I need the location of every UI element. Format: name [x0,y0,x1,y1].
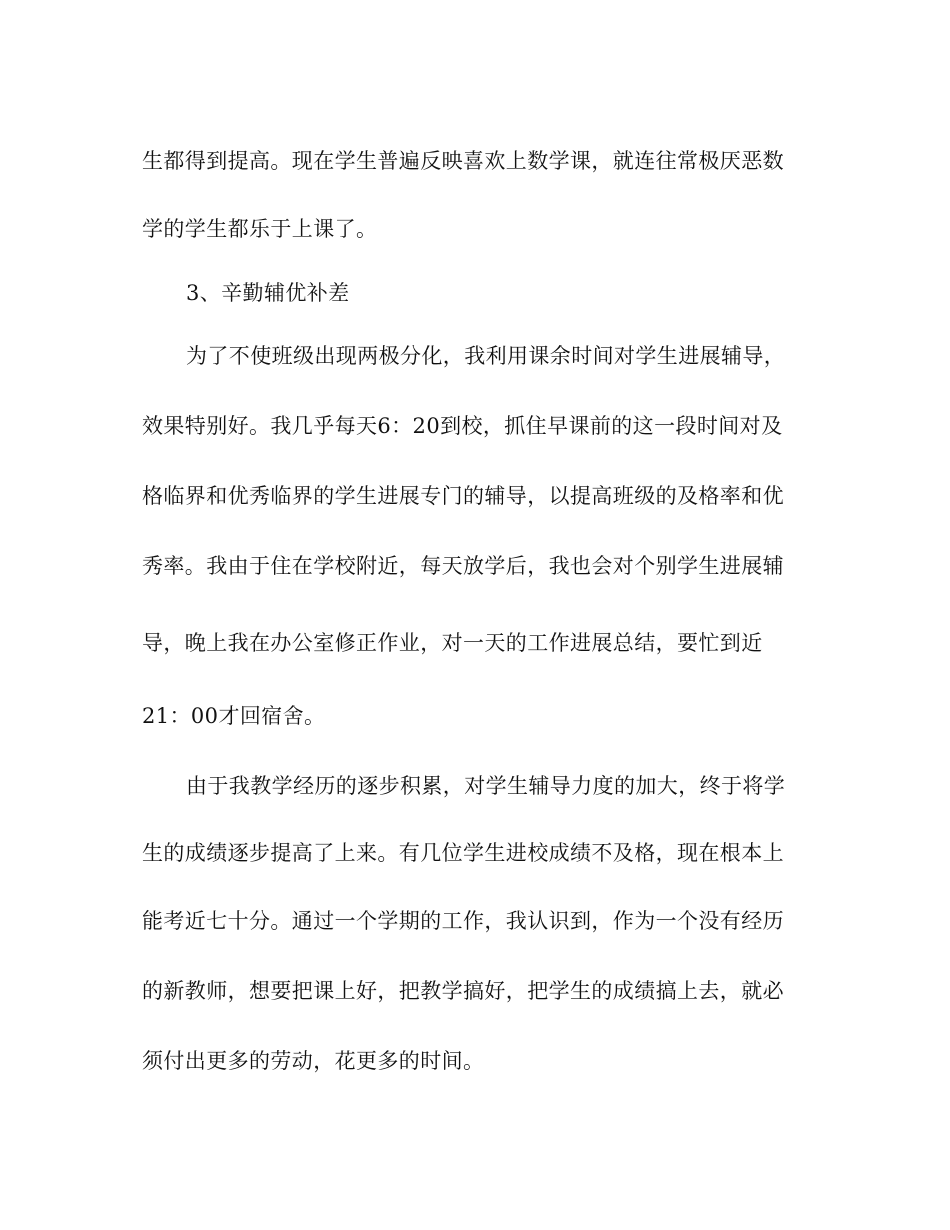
text-line-6: 格临界和优秀临界的学生进展专门的辅导，以提高班级的及格率和优 [142,484,784,508]
text-line-5: 效果特别好。我几乎每天6：20到校，抓住早课前的这一段时间对及 [142,414,783,438]
text-line-14: 须付出更多的劳动，花更多的时间。 [142,1049,485,1073]
section-heading: 3、辛勤辅优补差 [186,281,350,305]
text-line-13: 的新教师，想要把课上好，把教学搞好，把学生的成绩搞上去，就必 [142,979,784,1003]
text-line-12: 能考近七十分。通过一个学期的工作，我认识到，作为一个没有经历 [142,909,784,933]
text-line-1: 生都得到提高。现在学生普遍反映喜欢上数学课，就连往常极厌恶数 [142,149,784,173]
text-line-10: 由于我教学经历的逐步积累，对学生辅导力度的加大，终于将学 [186,774,786,798]
text-line-9: 21：00才回宿舍。 [142,704,326,728]
text-line-7: 秀率。我由于住在学校附近，每天放学后，我也会对个别学生进展辅 [142,554,784,578]
text-line-4: 为了不使班级出现两极分化，我利用课余时间对学生进展辅导， [186,344,786,368]
text-line-8: 导，晚上我在办公室修正作业，对一天的工作进展总结，要忙到近 [142,631,763,655]
text-line-11: 生的成绩逐步提高了上来。有几位学生进校成绩不及格，现在根本上 [142,841,784,865]
text-line-2: 学的学生都乐于上课了。 [142,217,378,241]
